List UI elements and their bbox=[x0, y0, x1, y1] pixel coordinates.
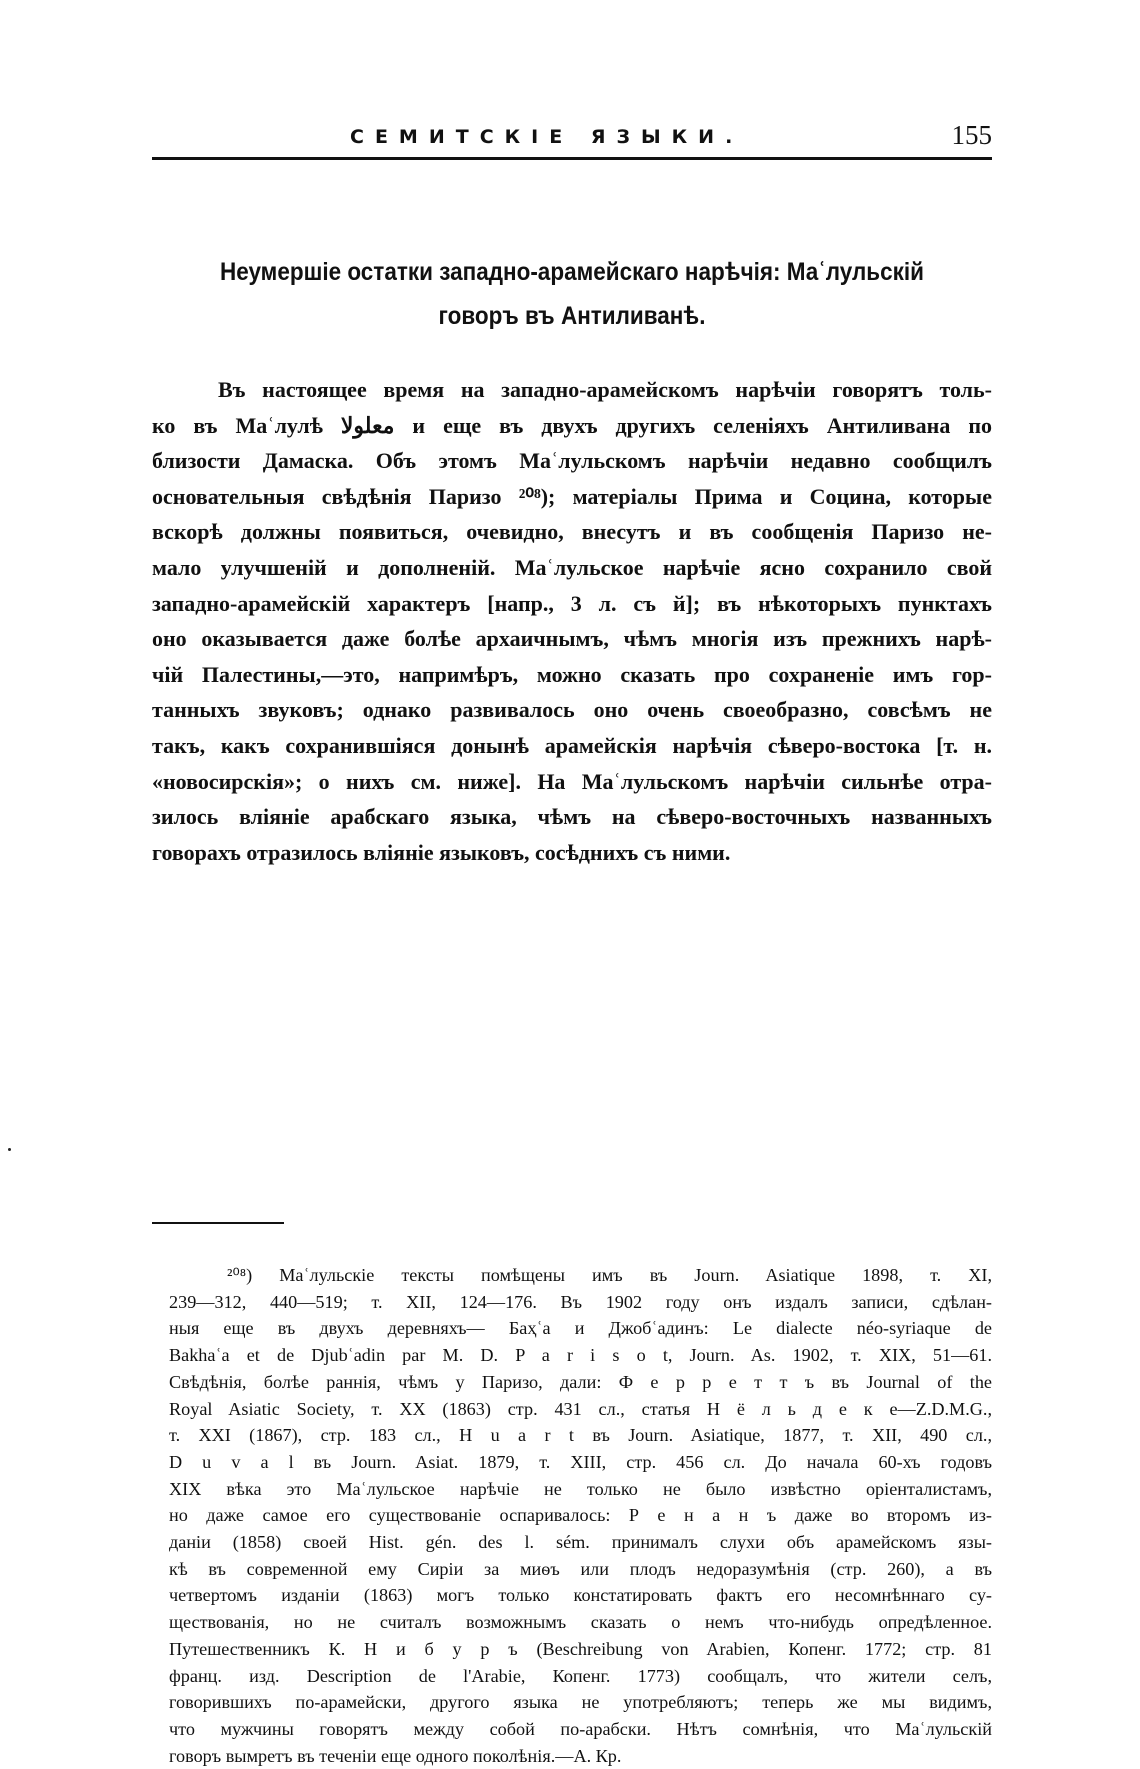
chapter-title-line: говоръ въ Антиливанѣ. bbox=[438, 302, 706, 330]
body-line: зилось вліяніе арабскаго языка, чѣмъ на сѣверо-восточныхъ названныхъ bbox=[152, 804, 992, 830]
body-line: такъ, какъ сохранившіяся донынѣ арамейскія нарѣчія сѣверо-востока [т. н. bbox=[152, 732, 992, 758]
header-rule bbox=[152, 157, 992, 160]
page-number: 155 bbox=[951, 120, 992, 150]
body-line: западно-арамейскій характеръ [напр., 3 л. съ й]; въ нѣкоторыхъ пунктахъ bbox=[152, 590, 992, 616]
footnote-line: D u v a l въ Journ. Asiat. 1879, т. XIII, стр. 456 сл. До начала 60-хъ годовъ bbox=[169, 1451, 992, 1472]
body-line: ко въ Маʿлулѣ معلولا и еще въ двухъ другихъ селеніяхъ Антиливана по bbox=[152, 412, 992, 438]
body-line: вскорѣ должны появиться, очевидно, внесутъ и въ сообщенія Паризо не- bbox=[152, 519, 992, 545]
body-line: оно оказывается даже болѣе архаичнымъ, чѣмъ многія изъ прежнихъ нарѣ- bbox=[152, 626, 992, 652]
body-line: танныхъ звуковъ; однако развивалось оно очень своеобразно, совсѣмъ не bbox=[152, 697, 992, 723]
scan-speck bbox=[8, 1148, 11, 1151]
running-header bbox=[152, 112, 992, 160]
footnote-line: что мужчины говорятъ между собой по-арабски. Нѣтъ сомнѣнія, что Маʿлульскій bbox=[169, 1718, 992, 1739]
body-line: говорахъ отразилось вліяніе языковъ, сосѣднихъ съ ними. bbox=[152, 839, 731, 865]
footnote-line: XIX вѣка это Маʿлульское нарѣчіе не только не было извѣстно оріенталистамъ, bbox=[169, 1478, 992, 1499]
footnote-line: ныя еще въ двухъ деревняхъ— Баҳʿа и Джобʿадинъ: Le dialecte néo-syriaque de bbox=[169, 1318, 992, 1339]
footnote-line: ²⁰⁸) Маʿлульскіе тексты помѣщены имъ въ Journ. Asiatique 1898, т. XI, bbox=[227, 1265, 992, 1285]
footnote-line: говоръ вымретъ въ теченіи еще одного поколѣнія.—А. Кр. bbox=[169, 1745, 622, 1766]
footnote-line: четвертомъ изданіи (1863) могъ только констатировать фактъ его несомнѣннаго су- bbox=[169, 1585, 992, 1606]
footnote-line: Bakhaʿa et de Djubʿadin par M. D. P a r i s o t, Journ. As. 1902, т. XIX, 51—61. bbox=[169, 1345, 992, 1366]
footnote-rule bbox=[152, 1222, 284, 1224]
footnote-line: ществованія, но не считалъ возможнымъ сказать о немъ что-нибудь опредѣленное. bbox=[169, 1612, 992, 1633]
body-line: Въ настоящее время на западно-арамейскомъ нарѣчіи говорятъ толь- bbox=[218, 377, 992, 402]
body-line: чій Палестины,—это, напримѣръ, можно сказать про сохраненіе имъ гор- bbox=[152, 661, 992, 687]
footnote-line: франц. изд. Description de l'Arabie, Копенг. 1773) сообщалъ, что жители селъ, bbox=[169, 1665, 992, 1686]
chapter-title bbox=[194, 250, 950, 338]
body-paragraph bbox=[152, 372, 992, 870]
body-line: близости Дамаска. Объ этомъ Маʿлульскомъ нарѣчіи недавно сообщилъ bbox=[152, 448, 992, 474]
footnote-line: говорившихъ по-арамейски, другого языка не употребляютъ; теперь же мы видимъ, bbox=[169, 1692, 992, 1713]
footnote-line: но даже самое его существованіе оспаривалось: Р е н а н ъ даже во второмъ из- bbox=[169, 1505, 992, 1526]
footnote-line: Свѣдѣнія, болѣе раннія, чѣмъ у Паризо, дали: Ф е р р е т т ъ въ Journal of the bbox=[169, 1371, 992, 1392]
running-title: СЕМИТСКІЕ ЯЗЫКИ. bbox=[350, 126, 744, 148]
footnote-line: кѣ въ современной ему Сиріи за миѳъ или плодъ недоразумѣнія (стр. 260), а въ bbox=[169, 1558, 992, 1579]
footnote-208 bbox=[169, 1262, 992, 1769]
footnote-line: Путешественникъ К. Н и б у р ъ (Beschreibung von Arabien, Копенг. 1772; стр. 81 bbox=[169, 1638, 992, 1659]
body-line: мало улучшеній и дополненій. Маʿлульское нарѣчіе ясно сохранило свой bbox=[152, 554, 992, 580]
body-line: «новосирскія»; о нихъ см. ниже]. На Маʿлульскомъ нарѣчіи сильнѣе отра- bbox=[152, 768, 992, 794]
footnote-line: 239—312, 440—519; т. XII, 124—176. Въ 1902 году онъ издалъ записи, сдѣлан- bbox=[169, 1291, 992, 1312]
body-line: основательныя свѣдѣнія Паризо ²⁰⁸); матеріалы Прима и Социна, которые bbox=[152, 483, 992, 509]
chapter-title-line: Неумершіе остатки западно-арамейскаго нарѣчія: Маʿлульскій bbox=[219, 258, 924, 286]
footnote-line: даніи (1858) своей Hist. gén. des l. sém. принималъ слухи объ арамейскомъ язы- bbox=[169, 1532, 992, 1553]
footnote-line: т. XXI (1867), стр. 183 сл., H u a r t въ Journ. Asiatique, 1877, т. XII, 490 сл., bbox=[169, 1425, 992, 1446]
footnote-line: Royal Asiatic Society, т. XX (1863) стр. 431 сл., статья Н ё л ь д е к е—Z.D.M.G., bbox=[169, 1398, 992, 1419]
